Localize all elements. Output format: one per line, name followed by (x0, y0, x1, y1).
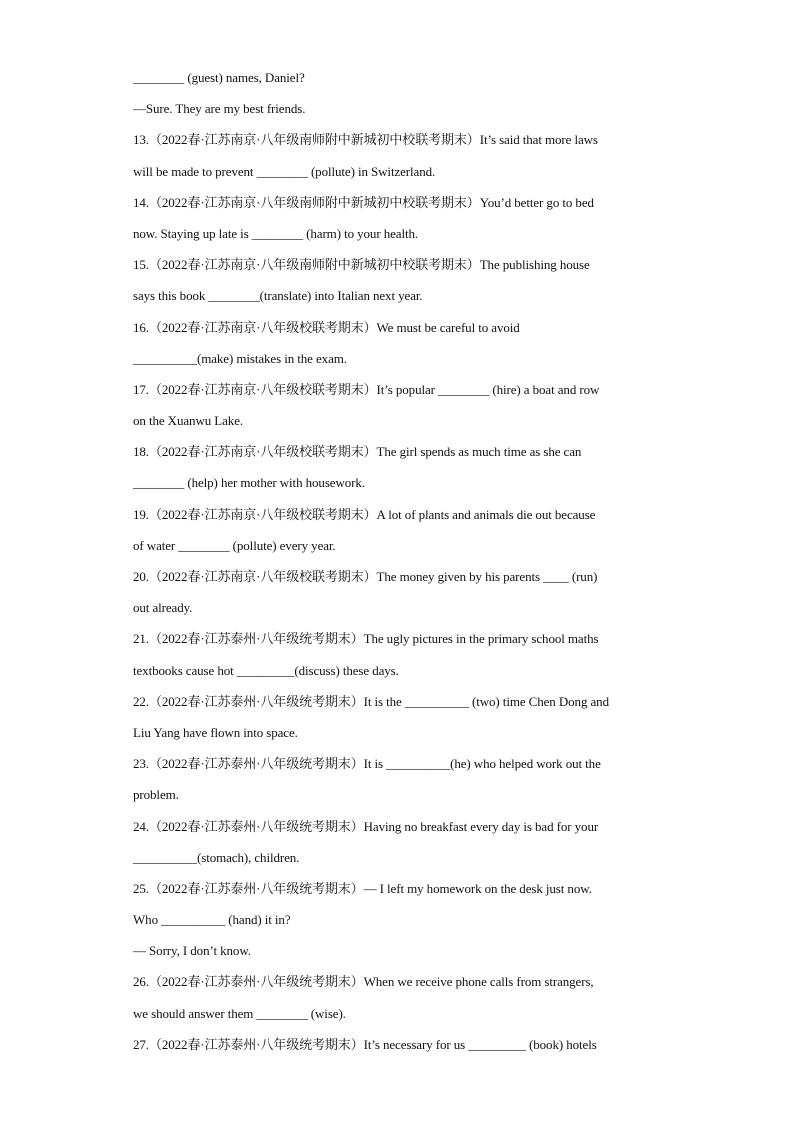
question-20-line-1: 20.（2022春·江苏南京·八年级校联考期末）The money given by his parents ____ (run) (133, 569, 598, 584)
question-20-line-2: out already. (133, 600, 193, 616)
question-17-line-2: on the Xuanwu Lake. (133, 413, 244, 429)
question-25-line-3: — Sorry, I don’t know. (133, 943, 251, 959)
question-26-line-2: we should answer them ________ (wise). (133, 1005, 346, 1021)
question-16-line-1: 16.（2022春·江苏南京·八年级校联考期末）We must be careful to avoid (133, 319, 520, 335)
text-line: —Sure. They are my best friends. (133, 101, 306, 117)
question-18-line-2: ________ (help) her mother with housework. (133, 475, 365, 491)
question-22-line-1: 22.（2022春·江苏泰州·八年级统考期末）It is the __________ (two) time Chen Dong and (133, 693, 609, 709)
question-24-line-2: __________(stomach), children. (133, 849, 300, 865)
question-23-line-2: problem. (133, 787, 179, 803)
question-14-line-1: 14.（2022春·江苏南京·八年级南师附中新城初中校联考期末）You’d better go to bed (133, 194, 594, 210)
question-14-line-2: now. Staying up late is ________ (harm) to your health. (133, 225, 419, 241)
question-22-line-2: Liu Yang have flown into space. (133, 724, 298, 740)
question-13-line-1: 13.（2022春·江苏南京·八年级南师附中新城初中校联考期末）It’s said that more laws (133, 132, 598, 148)
question-17-line-1: 17.（2022春·江苏南京·八年级校联考期末）It’s popular ________ (hire) a boat and row (133, 381, 600, 397)
question-19-line-1: 19.（2022春·江苏南京·八年级校联考期末）A lot of plants and animals die out because (133, 506, 596, 522)
question-16-line-2: __________(make) mistakes in the exam. (133, 350, 347, 366)
text-line: ________ (guest) names, Daniel? (133, 70, 305, 85)
question-27-line-1: 27.（2022春·江苏泰州·八年级统考期末）It’s necessary for us _________ (book) hotels (133, 1036, 597, 1052)
exercise-text (133, 62, 673, 1060)
question-15-line-1: 15.（2022春·江苏南京·八年级南师附中新城初中校联考期末）The publishing house (133, 257, 590, 273)
question-21-line-1: 21.（2022春·江苏泰州·八年级统考期末）The ugly pictures in the primary school maths (133, 631, 599, 647)
question-19-line-2: of water ________ (pollute) every year. (133, 537, 336, 553)
question-21-line-2: textbooks cause hot _________(discuss) these days. (133, 662, 399, 678)
question-24-line-1: 24.（2022春·江苏泰州·八年级统考期末）Having no breakfast every day is bad for your (133, 818, 599, 834)
question-13-line-2: will be made to prevent ________ (pollute) in Switzerland. (133, 163, 436, 179)
question-18-line-1: 18.（2022春·江苏南京·八年级校联考期末）The girl spends as much time as she can (133, 444, 582, 460)
question-25-line-1: 25.（2022春·江苏泰州·八年级统考期末）— I left my homework on the desk just now. (133, 880, 592, 896)
question-15-line-2: says this book ________(translate) into Italian next year. (133, 288, 423, 304)
question-26-line-1: 26.（2022春·江苏泰州·八年级统考期末）When we receive phone calls from strangers, (133, 974, 594, 990)
question-25-line-2: Who __________ (hand) it in? (133, 912, 291, 928)
question-23-line-1: 23.（2022春·江苏泰州·八年级统考期末）It is __________(he) who helped work out the (133, 756, 601, 772)
